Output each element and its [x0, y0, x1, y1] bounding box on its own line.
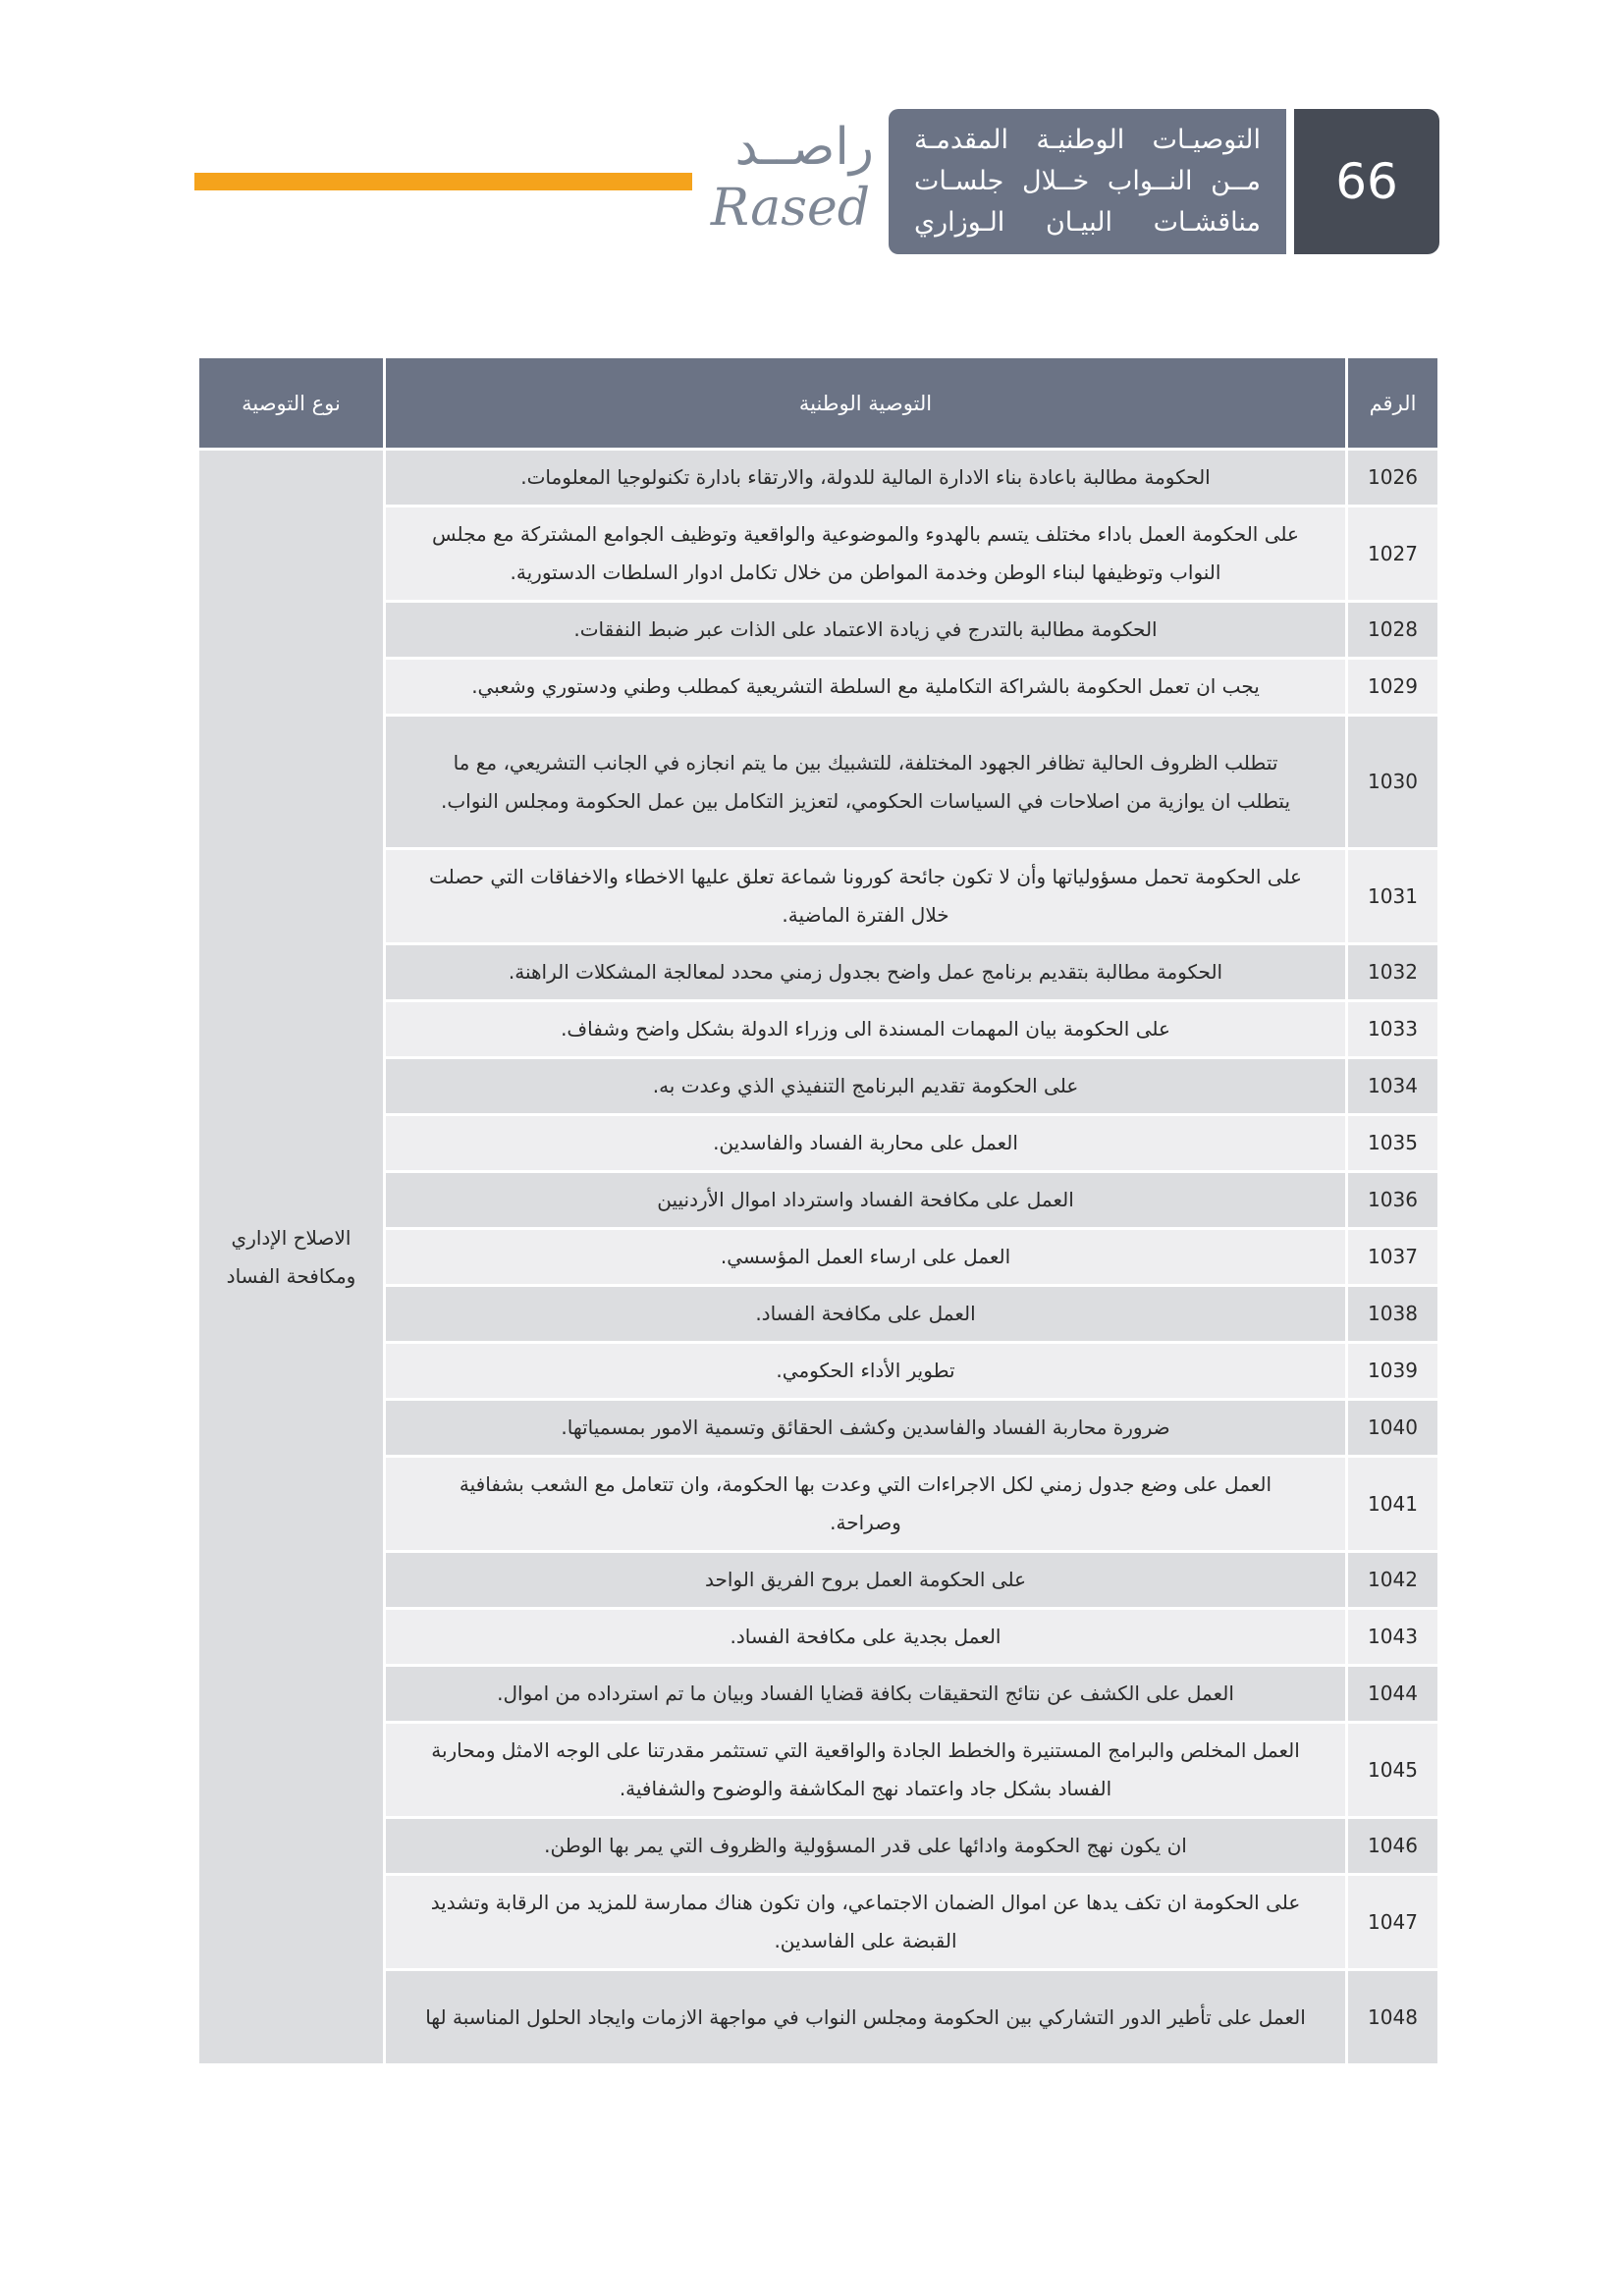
- table-row: [198, 1001, 1439, 1058]
- row-recommendation: العمل بجدية على مكافحة الفساد.: [385, 1609, 1347, 1666]
- table-row: [198, 1970, 1439, 2065]
- row-recommendation: العمل على الكشف عن نتائج التحقيقات بكافة قضايا الفساد وبيان ما تم استرداده من اموال.: [385, 1666, 1347, 1723]
- row-number: 1031: [1347, 849, 1439, 944]
- header-accent-bar: [194, 173, 692, 190]
- row-recommendation: الحكومة مطالبة بتقديم برنامج عمل واضح بجدول زمني محدد لمعالجة المشكلات الراهنة.: [385, 944, 1347, 1001]
- table-row: [198, 1666, 1439, 1723]
- table-row: [198, 1609, 1439, 1666]
- row-number: 1041: [1347, 1457, 1439, 1552]
- row-recommendation: العمل على وضع جدول زمني لكل الاجراءات التي وعدت بها الحكومة، وان تتعامل مع الشعب بشفافية وصراحة.: [385, 1457, 1347, 1552]
- row-recommendation: على الحكومة بيان المهمات المسندة الى وزراء الدولة بشكل واضح وشفاف.: [385, 1001, 1347, 1058]
- row-number: 1047: [1347, 1875, 1439, 1970]
- table-row: [198, 1723, 1439, 1818]
- row-recommendation: ضرورة محاربة الفساد والفاسدين وكشف الحقائق وتسمية الامور بمسمياتها.: [385, 1400, 1347, 1457]
- row-number: 1040: [1347, 1400, 1439, 1457]
- row-recommendation: العمل على مكافحة الفساد.: [385, 1286, 1347, 1343]
- title-line-2: مــن النــواب خــلال جلسـات: [914, 166, 1261, 196]
- row-number: 1039: [1347, 1343, 1439, 1400]
- header-recommendation: التوصية الوطنية: [385, 357, 1347, 450]
- row-number: 1045: [1347, 1723, 1439, 1818]
- row-recommendation: العمل على محاربة الفساد والفاسدين.: [385, 1115, 1347, 1172]
- header-type: نوع التوصية: [198, 357, 385, 450]
- row-number: 1035: [1347, 1115, 1439, 1172]
- table-row: [198, 1818, 1439, 1875]
- row-recommendation: على الحكومة ان تكف يدها عن اموال الضمان الاجتماعي، وان تكون هناك ممارسة للمزيد من الرقابة وتشديد القبضة على الفاسدين.: [385, 1875, 1347, 1970]
- row-recommendation: الحكومة مطالبة بالتدرج في زيادة الاعتماد على الذات عبر ضبط النفقات.: [385, 602, 1347, 659]
- row-recommendation: على الحكومة العمل بروح الفريق الواحد: [385, 1552, 1347, 1609]
- row-number: 1029: [1347, 659, 1439, 716]
- table-row: [198, 1229, 1439, 1286]
- table-row: [198, 944, 1439, 1001]
- row-recommendation: تتطلب الظروف الحالية تظافر الجهود المختلفة، للتشبيك بين ما يتم انجازه في الجانب التشريعي، مع ما يتطلب ان يوازية من اصلاحات في السياسات الحكومي، لتعزيز التكامل بين عمل الحكومة ومجلس النواب.: [385, 716, 1347, 849]
- table-row: [198, 1058, 1439, 1115]
- row-recommendation: على الحكومة تحمل مسؤولياتها وأن لا تكون جائحة كورونا شماعة تعلق عليها الاخطاء والاخفاقات التي حصلت خلال الفترة الماضية.: [385, 849, 1347, 944]
- row-recommendation: على الحكومة تقديم البرنامج التنفيذي الذي وعدت به.: [385, 1058, 1347, 1115]
- row-recommendation: على الحكومة العمل باداء مختلف يتسم بالهدوء والموضوعية والواقعية وتوظيف الجوامع المشتركة مع مجلس النواب وتوظيفها لبناء الوطن وخدمة المواطن من خلال تكامل ادوار السلطات الدستورية.: [385, 507, 1347, 602]
- row-number: 1030: [1347, 716, 1439, 849]
- recommendation-type: الاصلاح الإداري ومكافحة الفساد: [198, 450, 385, 2065]
- row-number: 1036: [1347, 1172, 1439, 1229]
- table-row: [198, 1343, 1439, 1400]
- row-recommendation: يجب ان تعمل الحكومة بالشراكة التكاملية مع السلطة التشريعية كمطلب وطني ودستوري وشعبي.: [385, 659, 1347, 716]
- rased-logo: [702, 118, 874, 245]
- row-recommendation: العمل على مكافحة الفساد واسترداد اموال الأردنيين: [385, 1172, 1347, 1229]
- logo-latin-text: Rased: [710, 179, 870, 238]
- logo-arabic-text: راصــد: [734, 118, 874, 177]
- table-row: [198, 1172, 1439, 1229]
- row-number: 1038: [1347, 1286, 1439, 1343]
- header-number: الرقم: [1347, 357, 1439, 450]
- table-row: [198, 1286, 1439, 1343]
- row-number: 1026: [1347, 450, 1439, 507]
- table-row: [198, 450, 1439, 507]
- table-row: [198, 602, 1439, 659]
- row-number: 1042: [1347, 1552, 1439, 1609]
- title-line-1: التوصيـات الوطنيـة المقدمـة: [914, 125, 1261, 155]
- table-row: [198, 1115, 1439, 1172]
- table-row: [198, 1552, 1439, 1609]
- row-recommendation: العمل على تأطير الدور التشاركي بين الحكومة ومجلس النواب في مواجهة الازمات وايجاد الحلول المناسبة لها: [385, 1970, 1347, 2065]
- table-row: [198, 1400, 1439, 1457]
- page-number: 66: [1294, 109, 1439, 254]
- row-recommendation: الحكومة مطالبة باعادة بناء الادارة المالية للدولة، والارتقاء بادارة تكنولوجيا المعلومات.: [385, 450, 1347, 507]
- row-recommendation: تطوير الأداء الحكومي.: [385, 1343, 1347, 1400]
- title-line-3: مناقشـات البيـان الـوزاري: [914, 207, 1261, 238]
- row-number: 1037: [1347, 1229, 1439, 1286]
- row-number: 1032: [1347, 944, 1439, 1001]
- row-number: 1048: [1347, 1970, 1439, 2065]
- row-number: 1027: [1347, 507, 1439, 602]
- row-number: 1028: [1347, 602, 1439, 659]
- table-row: [198, 716, 1439, 849]
- row-number: 1043: [1347, 1609, 1439, 1666]
- row-number: 1034: [1347, 1058, 1439, 1115]
- table-header-row: [198, 357, 1439, 450]
- table-row: [198, 1875, 1439, 1970]
- row-number: 1044: [1347, 1666, 1439, 1723]
- table-row: [198, 659, 1439, 716]
- row-recommendation: العمل على ارساء العمل المؤسسي.: [385, 1229, 1347, 1286]
- row-recommendation: العمل المخلص والبرامج المستنيرة والخطط الجادة والواقعية التي تستثمر مقدرتنا على الوجه الامثل ومحاربة الفساد بشكل جاد واعتماد نهج المكاشفة والوضوح والشفافية.: [385, 1723, 1347, 1818]
- table-row: [198, 849, 1439, 944]
- row-recommendation: ان يكون نهج الحكومة وادائها على قدر المسؤولية والظروف التي يمر بها الوطن.: [385, 1818, 1347, 1875]
- row-number: 1033: [1347, 1001, 1439, 1058]
- publication-title: [889, 109, 1286, 254]
- recommendations-table: [196, 355, 1440, 2066]
- row-number: 1046: [1347, 1818, 1439, 1875]
- table-row: [198, 507, 1439, 602]
- table-row: [198, 1457, 1439, 1552]
